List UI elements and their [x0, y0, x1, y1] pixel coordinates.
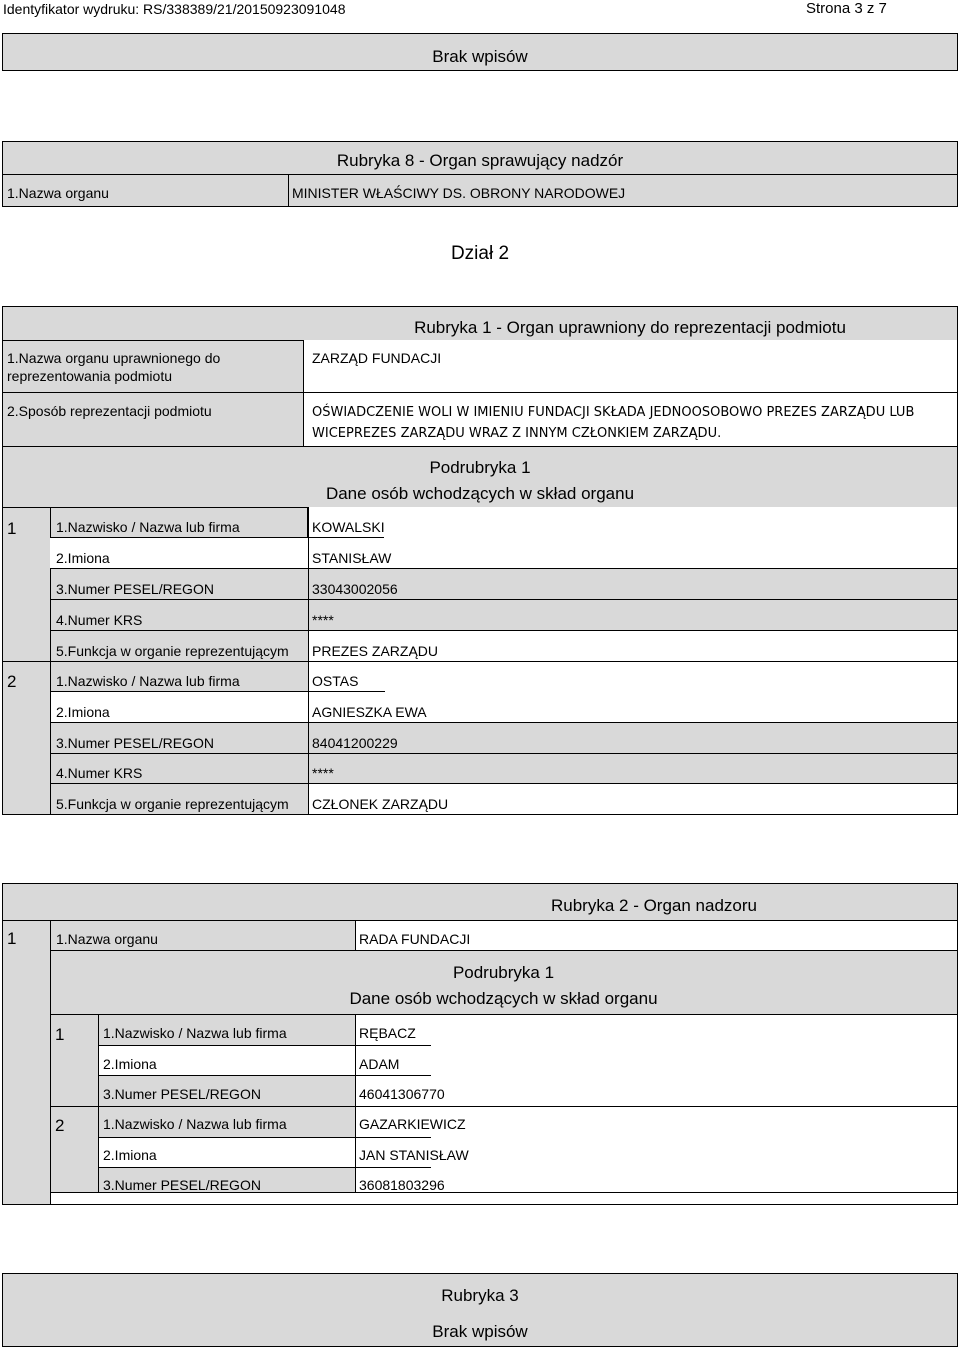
person-1-l1: 1.Nazwisko / Nazwa lub firma	[56, 519, 240, 535]
person-2-l1: 1.Nazwisko / Nazwa lub firma	[56, 673, 240, 689]
person-1-v5: PREZES ZARZĄDU	[312, 643, 439, 659]
podrubryka-1-subtitle: Dane osób wchodzących w skład organu	[325, 484, 635, 503]
r2-person-1-l3: 3.Numer PESEL/REGON	[103, 1086, 261, 1102]
podrubryka-1-title: Podrubryka 1	[429, 458, 531, 477]
rubryka-2-number: 1	[7, 929, 17, 948]
person-2-l3: 3.Numer PESEL/REGON	[56, 735, 214, 751]
person-1-l5: 5.Funkcja w organie reprezentującym	[56, 643, 289, 659]
rubryka-1-section	[2, 306, 958, 815]
print-identifier: Identyfikator wydruku: RS/338389/21/20150923091048	[3, 1, 346, 17]
r2-person-2-l2: 2.Imiona	[103, 1147, 157, 1163]
rubryka-2-label: 1.Nazwa organu	[56, 931, 158, 947]
person-2-l2: 2.Imiona	[56, 704, 110, 720]
person-2-number: 2	[7, 672, 17, 691]
dzial-title: Dział 2	[450, 243, 510, 264]
rubryka-1-row2-label: 2.Sposób reprezentacji podmiotu	[7, 403, 212, 419]
brak-wpisow-box	[2, 33, 958, 71]
r2-person-1-number: 1	[55, 1025, 65, 1044]
rubryka-8-value: MINISTER WŁAŚCIWY DS. OBRONY NARODOWEJ	[292, 185, 626, 201]
r2-person-2-l1: 1.Nazwisko / Nazwa lub firma	[103, 1116, 287, 1132]
rubryka-1-row2-value: OŚWIADCZENIE WOLI W IMIENIU FUNDACJI SKŁADA JEDNOOSOBOWO PREZES ZARZĄDU LUB WICEPREZES ZARZĄDU WRAZ Z INNYM CZŁONKIEM ZARZĄDU.	[312, 405, 915, 441]
rubryka-8-title: Rubryka 8 - Organ sprawujący nadzór	[336, 151, 624, 170]
rubryka-3-brak: Brak wpisów	[432, 1322, 528, 1341]
r2-person-2-v2: JAN STANISŁAW	[359, 1147, 469, 1163]
person-1-l3: 3.Numer PESEL/REGON	[56, 581, 214, 597]
r2-person-1-v1: RĘBACZ	[359, 1025, 416, 1041]
rubryka-8-label: 1.Nazwa organu	[7, 185, 109, 201]
person-2-v4: ****	[312, 765, 334, 781]
r2-person-1-v2: ADAM	[359, 1056, 400, 1072]
rubryka-3-section	[2, 1273, 958, 1347]
rubryka-2-section	[2, 883, 958, 1205]
rubryka-2-value: RADA FUNDACJI	[359, 931, 471, 947]
rubryka-1-title: Rubryka 1 - Organ uprawniony do reprezentacji podmiotu	[414, 318, 846, 337]
r2-person-2-v1: GAZARKIEWICZ	[359, 1116, 466, 1132]
person-1-v4: ****	[312, 612, 334, 628]
person-2-v3: 84041200229	[312, 735, 398, 751]
person-2-v1: OSTAS	[312, 673, 359, 689]
person-1-v1: KOWALSKI	[312, 519, 385, 535]
person-1-v3: 33043002056	[312, 581, 398, 597]
person-1-v2: STANISŁAW	[312, 550, 392, 566]
page-number: Strona 3 z 7	[806, 0, 887, 17]
r2-person-2-l3: 3.Numer PESEL/REGON	[103, 1177, 261, 1193]
rubryka-1-row1-label: 1.Nazwa organu uprawnionego do reprezentowania podmiotu	[7, 350, 221, 384]
rubryka-2-podrubryka-title: Podrubryka 1	[452, 963, 555, 982]
r2-person-2-number: 2	[55, 1116, 65, 1135]
rubryka-2-podrubryka-subtitle: Dane osób wchodzących w skład organu	[349, 989, 658, 1008]
person-2-v5: CZŁONEK ZARZĄDU	[312, 796, 449, 812]
rubryka-2-title: Rubryka 2 - Organ nadzoru	[551, 896, 757, 915]
person-2-v2: AGNIESZKA EWA	[312, 704, 427, 720]
person-2-l4: 4.Numer KRS	[56, 765, 143, 781]
r2-person-1-l1: 1.Nazwisko / Nazwa lub firma	[103, 1025, 287, 1041]
r2-person-1-v3: 46041306770	[359, 1086, 445, 1102]
rubryka-3-title: Rubryka 3	[441, 1286, 519, 1305]
person-2-l5: 5.Funkcja w organie reprezentującym	[56, 796, 289, 812]
person-1-l4: 4.Numer KRS	[56, 612, 143, 628]
rubryka-1-row1-value: ZARZĄD FUNDACJI	[312, 350, 442, 366]
r2-person-2-v3: 36081803296	[359, 1177, 445, 1193]
person-1-l2: 2.Imiona	[56, 550, 110, 566]
brak-wpisow-text: Brak wpisów	[432, 47, 528, 66]
r2-person-1-l2: 2.Imiona	[103, 1056, 157, 1072]
person-1-number: 1	[7, 519, 17, 538]
rubryka-8-section	[2, 141, 958, 207]
